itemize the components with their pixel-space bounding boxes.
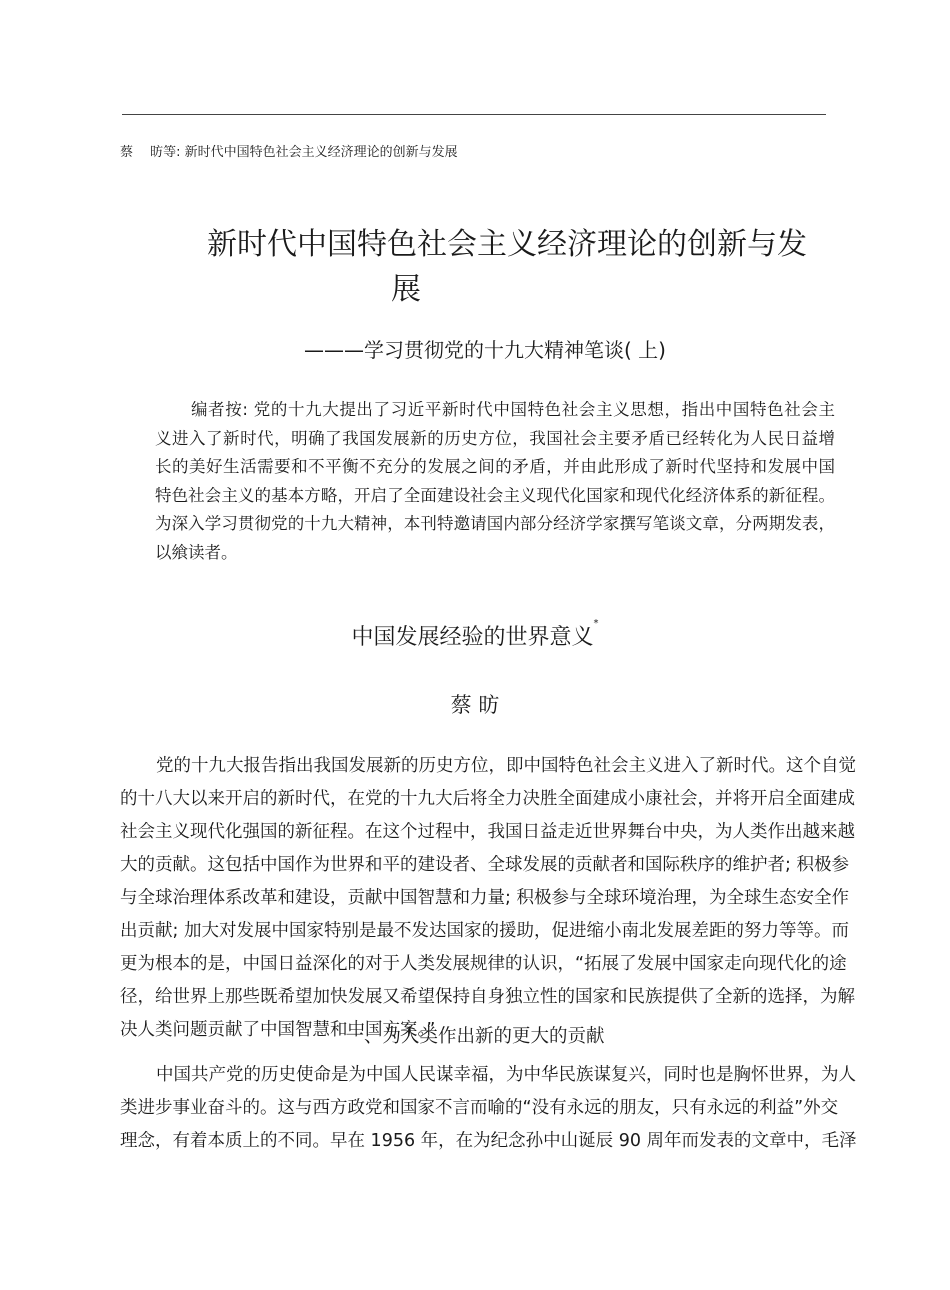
- body-line: 社会主义现代化强国的新征程。在这个过程中，我国日益走近世界舞台中央，为人类作出越来越: [120, 822, 855, 842]
- page-subtitle: ———学习贯彻党的十九大精神笔谈( 上): [304, 338, 666, 362]
- body-line: 出贡献; 加大对发展中国家特别是最不发达国家的援助，促进缩小南北发展差距的努力等等。而: [120, 921, 849, 941]
- page-title-line1: 新时代中国特色社会主义经济理论的创新与发: [207, 227, 807, 262]
- page-title-line2: 展: [391, 272, 421, 307]
- editor-note-line: 以飨读者。: [155, 542, 238, 562]
- article-author: 蔡 昉: [450, 693, 500, 717]
- editor-note-line: 特色社会主义的基本方略，开启了全面建设社会主义现代化国家和现代化经济体系的新征程。: [155, 485, 835, 505]
- header-rule: [122, 114, 826, 115]
- editor-note-line: 编者按: 党的十九大提出了习近平新时代中国特色社会主义思想，指出中国特色社会主: [191, 400, 835, 419]
- body-line: 更为根本的是，中国日益深化的对于人类发展规律的认识，“拓展了发展中国家走向现代化的途: [120, 954, 847, 974]
- paragraph-1: [120, 750, 856, 1047]
- body-line: 决人类问题贡献了中国智慧和中国方案。”: [120, 1020, 436, 1040]
- running-header: 蔡 昉等: 新时代中国特色社会主义经济理论的创新与发展: [120, 145, 458, 160]
- footnote-mark[interactable]: *: [593, 618, 599, 629]
- paragraph-2: [120, 1059, 857, 1158]
- body-line: 与全球治理体系改革和建设，贡献中国智慧和力量; 积极参与全球环境治理，为全球生态安全作: [120, 888, 849, 908]
- body-line: 党的十九大报告指出我国发展新的历史方位，即中国特色社会主义进入了新时代。这个自觉: [156, 756, 856, 776]
- article-title: [0, 620, 950, 651]
- editor-note-line: 为深入学习贯彻党的十九大精神，本刊特邀请国内部分经济学家撰写笔谈文章，分两期发表，: [155, 514, 835, 533]
- section-heading: 一、为人类作出新的更大的贡献: [345, 1026, 605, 1047]
- body-line: 径，给世界上那些既希望加快发展又希望保持自身独立性的国家和民族提供了全新的选择，为解: [120, 987, 855, 1007]
- body-line: 理念，有着本质上的不同。早在 1956 年，在为纪念孙中山诞辰 90 周年而发表的文章中，毛泽: [120, 1131, 857, 1151]
- editor-note-line: 义进入了新时代，明确了我国发展新的历史方位，我国社会主要矛盾已经转化为人民日益增: [155, 428, 835, 448]
- body-line: 的十八大以来开启的新时代，在党的十九大后将全力决胜全面建成小康社会，并将开启全面建成: [120, 789, 855, 809]
- body-line: 类进步事业奋斗的。这与西方政党和国家不言而喻的“没有永远的朋友，只有永远的利益”外交: [120, 1098, 839, 1118]
- body-line: 中国共产党的历史使命是为中国人民谋幸福，为中华民族谋复兴，同时也是胸怀世界，为人: [156, 1065, 856, 1085]
- body-line: 大的贡献。这包括中国作为世界和平的建设者、全球发展的贡献者和国际秩序的维护者; 积极参: [120, 855, 849, 875]
- editor-note-line: 长的美好生活需要和不平衡不充分的发展之间的矛盾，并由此形成了新时代坚持和发展中国: [155, 457, 835, 476]
- article-title-text: 中国发展经验的世界意义: [351, 625, 594, 650]
- editor-note: [155, 396, 835, 567]
